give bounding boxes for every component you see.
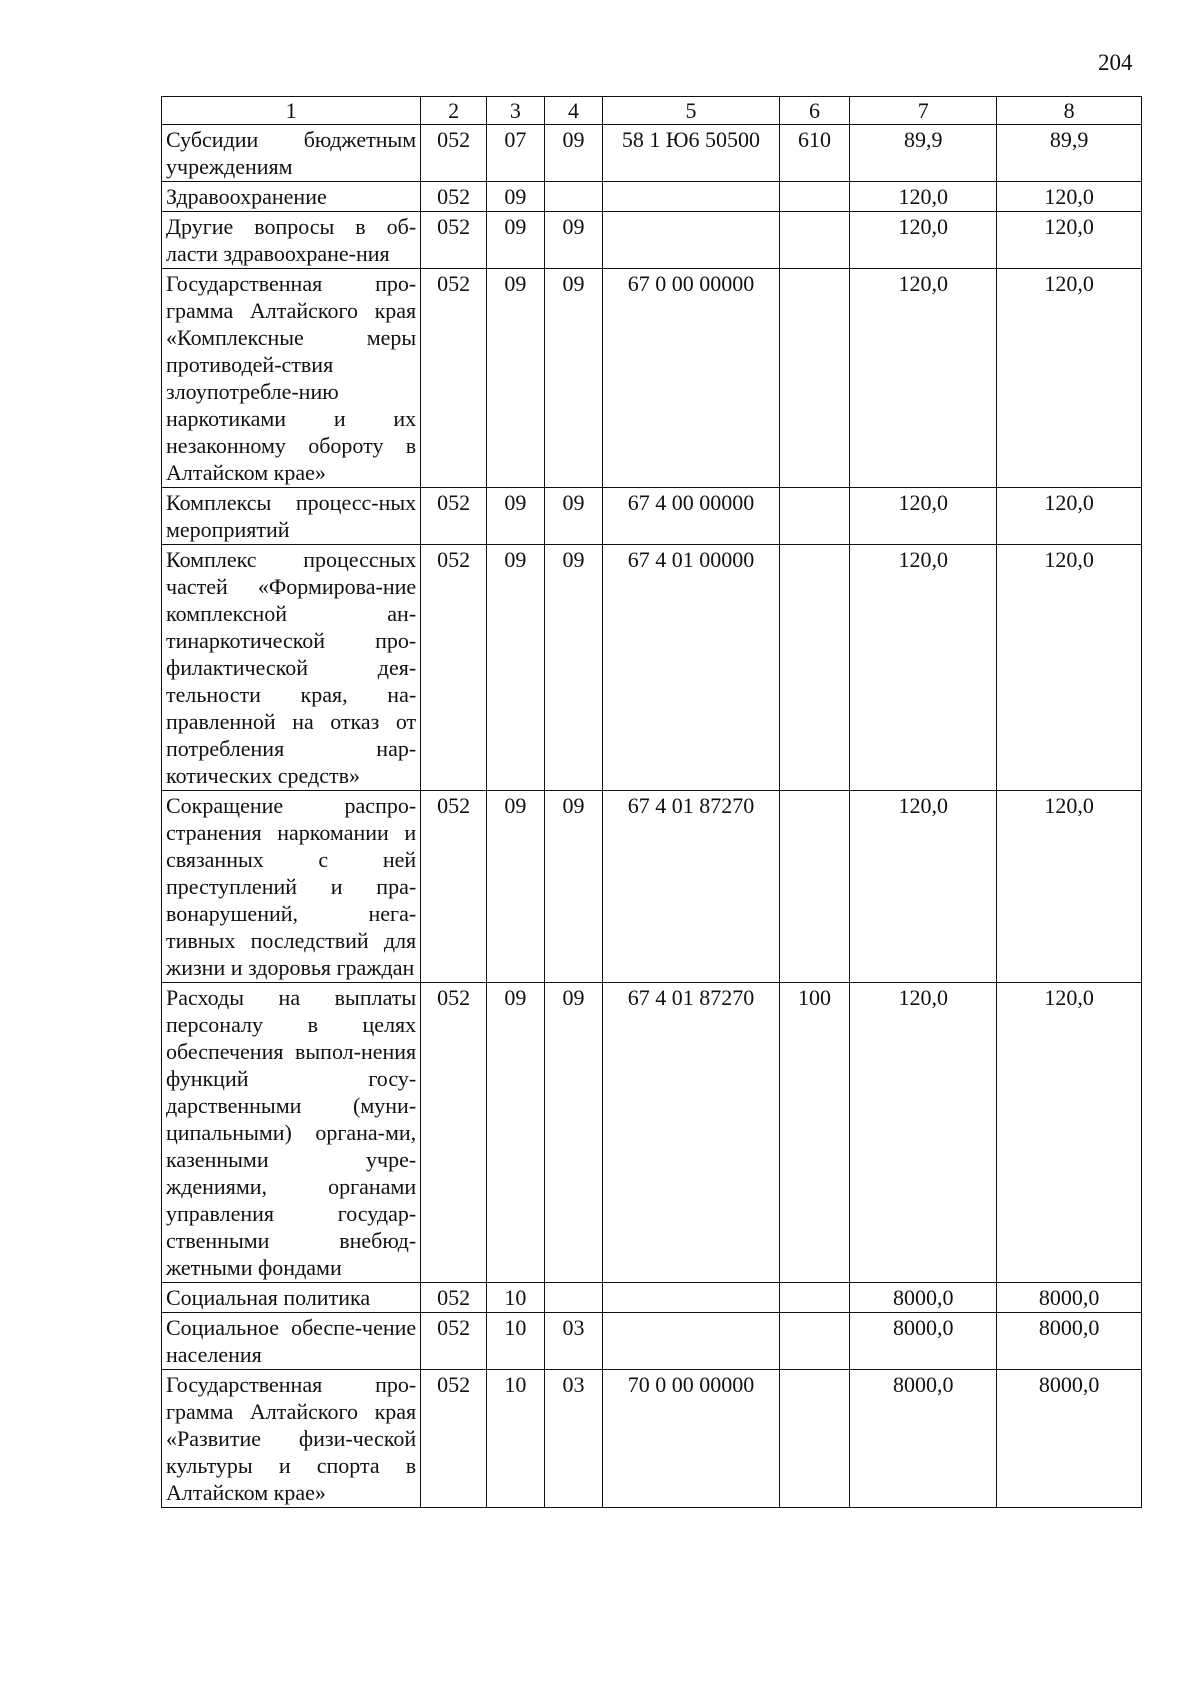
row-name: Другие вопросы в об-ласти здравоохране-ния	[162, 212, 421, 269]
expense-type-code	[779, 791, 850, 983]
section-code: 10	[486, 1313, 544, 1370]
expense-type-code	[779, 212, 850, 269]
row-name: Государственная про-грамма Алтайского края «Развитие физи-ческой культуры и спорта в Алтайском крае»	[162, 1370, 421, 1508]
budget-table	[161, 96, 1142, 1508]
amount-year-2: 120,0	[997, 269, 1142, 488]
column-header: 1	[162, 97, 421, 125]
amount-year-2: 120,0	[997, 791, 1142, 983]
department-code: 052	[421, 1370, 487, 1508]
target-article-code	[603, 1313, 779, 1370]
row-name: Сокращение распро-странения наркомании и связанных с ней преступлений и пра-вонарушений, нега-тивных последствий для жизни и здоровья граждан	[162, 791, 421, 983]
subsection-code	[544, 1283, 603, 1313]
expense-type-code	[779, 545, 850, 791]
row-name: Расходы на выплаты персоналу в целях обеспечения выпол-нения функций госу-дарственными (муни-ципальными) органа-ми, казенными учре-ждениями, органами управления государ-ственными внебюд-жетными фондами	[162, 983, 421, 1283]
table-row	[162, 545, 1142, 791]
section-code: 09	[486, 983, 544, 1283]
row-name: Субсидии бюджетным учреждениям	[162, 125, 421, 182]
subsection-code: 09	[544, 983, 603, 1283]
target-article-code: 67 4 01 00000	[603, 545, 779, 791]
department-code: 052	[421, 269, 487, 488]
section-code: 09	[486, 488, 544, 545]
target-article-code	[603, 182, 779, 212]
amount-year-2: 8000,0	[997, 1313, 1142, 1370]
target-article-code: 67 4 01 87270	[603, 983, 779, 1283]
amount-year-1: 120,0	[850, 269, 997, 488]
department-code: 052	[421, 125, 487, 182]
amount-year-2: 120,0	[997, 212, 1142, 269]
expense-type-code	[779, 269, 850, 488]
amount-year-1: 89,9	[850, 125, 997, 182]
expense-type-code	[779, 182, 850, 212]
section-code: 10	[486, 1370, 544, 1508]
expense-type-code	[779, 1313, 850, 1370]
amount-year-1: 120,0	[850, 791, 997, 983]
row-name: Социальная политика	[162, 1283, 421, 1313]
table-row	[162, 1283, 1142, 1313]
table-row	[162, 983, 1142, 1283]
row-name: Социальное обеспе-чение населения	[162, 1313, 421, 1370]
amount-year-1: 120,0	[850, 212, 997, 269]
section-code: 09	[486, 791, 544, 983]
table-row	[162, 1370, 1142, 1508]
table-row	[162, 182, 1142, 212]
table-row	[162, 1313, 1142, 1370]
department-code: 052	[421, 1283, 487, 1313]
amount-year-2: 120,0	[997, 182, 1142, 212]
target-article-code: 58 1 Ю6 50500	[603, 125, 779, 182]
column-header: 8	[997, 97, 1142, 125]
table-row	[162, 125, 1142, 182]
section-code: 07	[486, 125, 544, 182]
page-number: 204	[1098, 50, 1133, 75]
table-row	[162, 488, 1142, 545]
column-header: 7	[850, 97, 997, 125]
column-header: 4	[544, 97, 603, 125]
department-code: 052	[421, 182, 487, 212]
expense-type-code: 100	[779, 983, 850, 1283]
amount-year-1: 8000,0	[850, 1370, 997, 1508]
target-article-code	[603, 1283, 779, 1313]
section-code: 09	[486, 269, 544, 488]
row-name: Комплексы процесс-ных мероприятий	[162, 488, 421, 545]
amount-year-1: 120,0	[850, 488, 997, 545]
amount-year-2: 8000,0	[997, 1283, 1142, 1313]
table-row	[162, 791, 1142, 983]
target-article-code: 67 0 00 00000	[603, 269, 779, 488]
target-article-code: 67 4 00 00000	[603, 488, 779, 545]
expense-type-code: 610	[779, 125, 850, 182]
table-row	[162, 212, 1142, 269]
target-article-code	[603, 212, 779, 269]
expense-type-code	[779, 488, 850, 545]
subsection-code: 03	[544, 1313, 603, 1370]
amount-year-1: 8000,0	[850, 1313, 997, 1370]
target-article-code: 70 0 00 00000	[603, 1370, 779, 1508]
table-row	[162, 269, 1142, 488]
amount-year-2: 89,9	[997, 125, 1142, 182]
amount-year-1: 120,0	[850, 545, 997, 791]
department-code: 052	[421, 1313, 487, 1370]
subsection-code: 09	[544, 212, 603, 269]
subsection-code: 09	[544, 125, 603, 182]
row-name: Государственная про-грамма Алтайского края «Комплексные меры противодей-ствия злоупотребле-нию наркотиками и их незаконному обороту в Алтайском крае»	[162, 269, 421, 488]
subsection-code: 09	[544, 269, 603, 488]
expense-type-code	[779, 1370, 850, 1508]
table-header-row	[162, 97, 1142, 125]
section-code: 10	[486, 1283, 544, 1313]
section-code: 09	[486, 212, 544, 269]
department-code: 052	[421, 791, 487, 983]
amount-year-2: 120,0	[997, 488, 1142, 545]
column-header: 2	[421, 97, 487, 125]
subsection-code	[544, 182, 603, 212]
department-code: 052	[421, 545, 487, 791]
target-article-code: 67 4 01 87270	[603, 791, 779, 983]
row-name: Комплекс процессных частей «Формирова-ние комплексной ан-тинаркотической про-филактической дея-тельности края, на-правленной на отказ от потребления нар-котических средств»	[162, 545, 421, 791]
row-name: Здравоохранение	[162, 182, 421, 212]
column-header: 5	[603, 97, 779, 125]
subsection-code: 03	[544, 1370, 603, 1508]
column-header: 3	[486, 97, 544, 125]
amount-year-2: 120,0	[997, 983, 1142, 1283]
section-code: 09	[486, 182, 544, 212]
column-header: 6	[779, 97, 850, 125]
expense-type-code	[779, 1283, 850, 1313]
amount-year-2: 120,0	[997, 545, 1142, 791]
amount-year-1: 8000,0	[850, 1283, 997, 1313]
amount-year-1: 120,0	[850, 983, 997, 1283]
department-code: 052	[421, 488, 487, 545]
subsection-code: 09	[544, 545, 603, 791]
amount-year-2: 8000,0	[997, 1370, 1142, 1508]
amount-year-1: 120,0	[850, 182, 997, 212]
section-code: 09	[486, 545, 544, 791]
department-code: 052	[421, 983, 487, 1283]
department-code: 052	[421, 212, 487, 269]
subsection-code: 09	[544, 488, 603, 545]
subsection-code: 09	[544, 791, 603, 983]
